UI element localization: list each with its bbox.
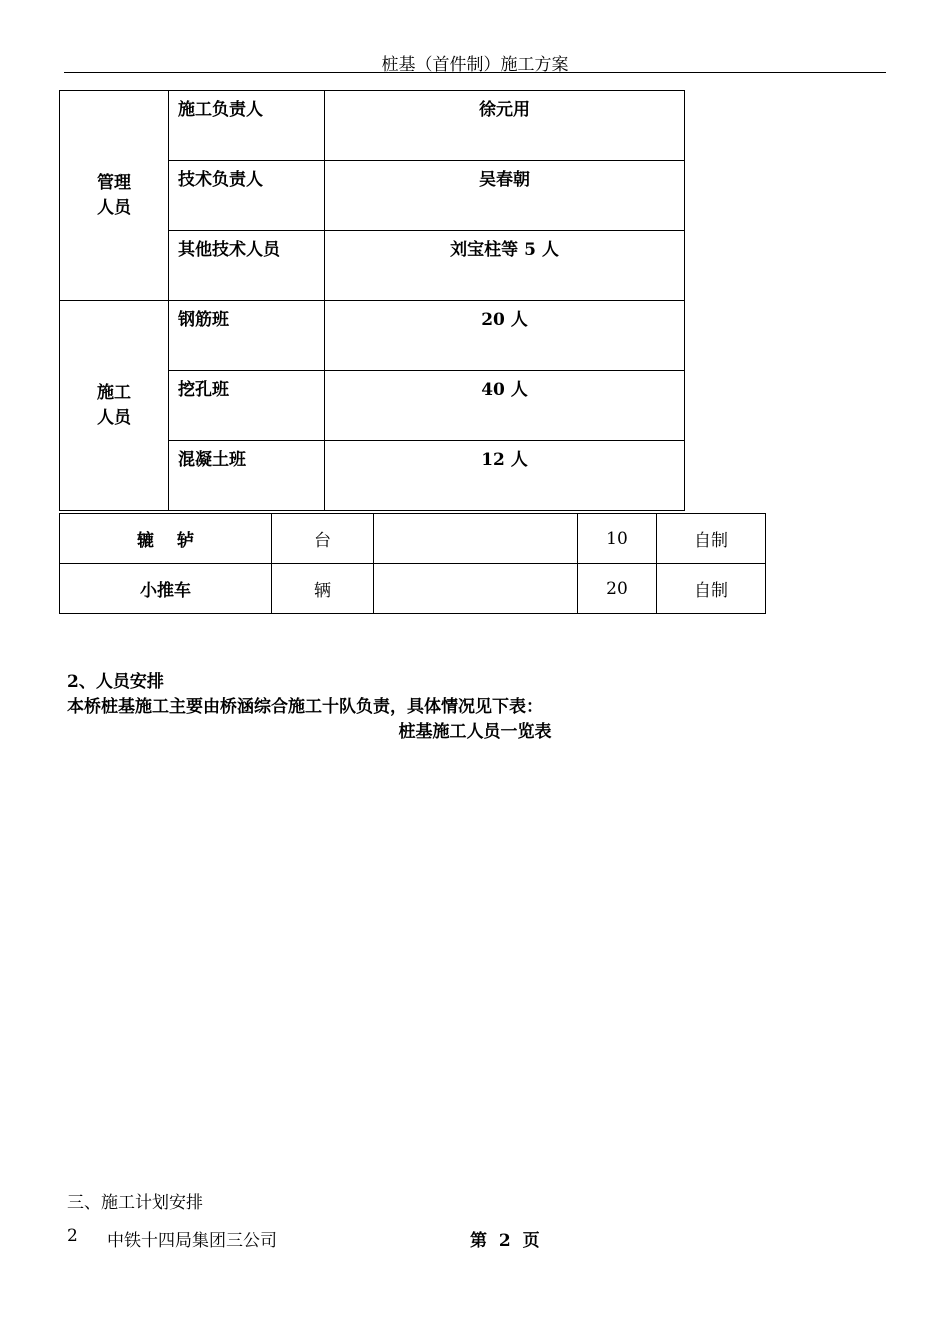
table-row [60, 91, 685, 161]
table-row [60, 301, 685, 371]
equipment-qty-cell: 20 [578, 564, 657, 614]
section-heading: 2、人员安排 [67, 672, 164, 692]
role-cell: 钢筋班 [169, 301, 325, 371]
equipment-note-cell: 自制 [657, 514, 766, 564]
equipment-unit-cell: 辆 [272, 564, 374, 614]
group-cell-management [60, 91, 169, 301]
value-cell: 徐元用 [325, 91, 685, 161]
group-cell-construction [60, 301, 169, 511]
section-heading: 三、施工计划安排 [67, 1193, 203, 1213]
value-cell: 12 人 [325, 441, 685, 511]
equipment-table [59, 513, 766, 614]
role-cell: 挖孔班 [169, 371, 325, 441]
staff-table [59, 90, 685, 511]
equipment-name-cell: 辘 轳 [60, 514, 272, 564]
value-cell: 刘宝柱等 5 人 [325, 231, 685, 301]
group-label-line2: 人员 [97, 407, 131, 428]
role-cell: 混凝土班 [169, 441, 325, 511]
group-label-line2: 人员 [97, 197, 131, 218]
value-cell: 40 人 [325, 371, 685, 441]
role-cell: 其他技术人员 [169, 231, 325, 301]
footer-number: 2 [67, 1226, 78, 1246]
group-label-line1: 施工 [97, 382, 131, 403]
value-cell: 吴春朝 [325, 161, 685, 231]
table-caption: 桩基施工人员一览表 [398, 722, 552, 742]
role-cell: 施工负责人 [169, 91, 325, 161]
equipment-note-cell: 自制 [657, 564, 766, 614]
group-label-line1: 管理 [97, 172, 131, 193]
role-cell: 技术负责人 [169, 161, 325, 231]
section-paragraph: 本桥桩基施工主要由桥涵综合施工十队负责，具体情况见下表： [67, 697, 543, 717]
equipment-qty-cell: 10 [578, 514, 657, 564]
header-rule [64, 72, 886, 73]
value-cell: 20 人 [325, 301, 685, 371]
equipment-name-cell: 小推车 [60, 564, 272, 614]
equipment-unit-cell: 台 [272, 514, 374, 564]
equipment-spec-cell [374, 514, 578, 564]
table-row [60, 564, 766, 614]
page-header-title: 桩基（首件制）施工方案 [381, 55, 569, 75]
equipment-spec-cell [374, 564, 578, 614]
table-row [60, 514, 766, 564]
footer-page-number: 第 2 页 [470, 1231, 540, 1251]
footer-company: 中铁十四局集团三公司 [107, 1231, 277, 1251]
